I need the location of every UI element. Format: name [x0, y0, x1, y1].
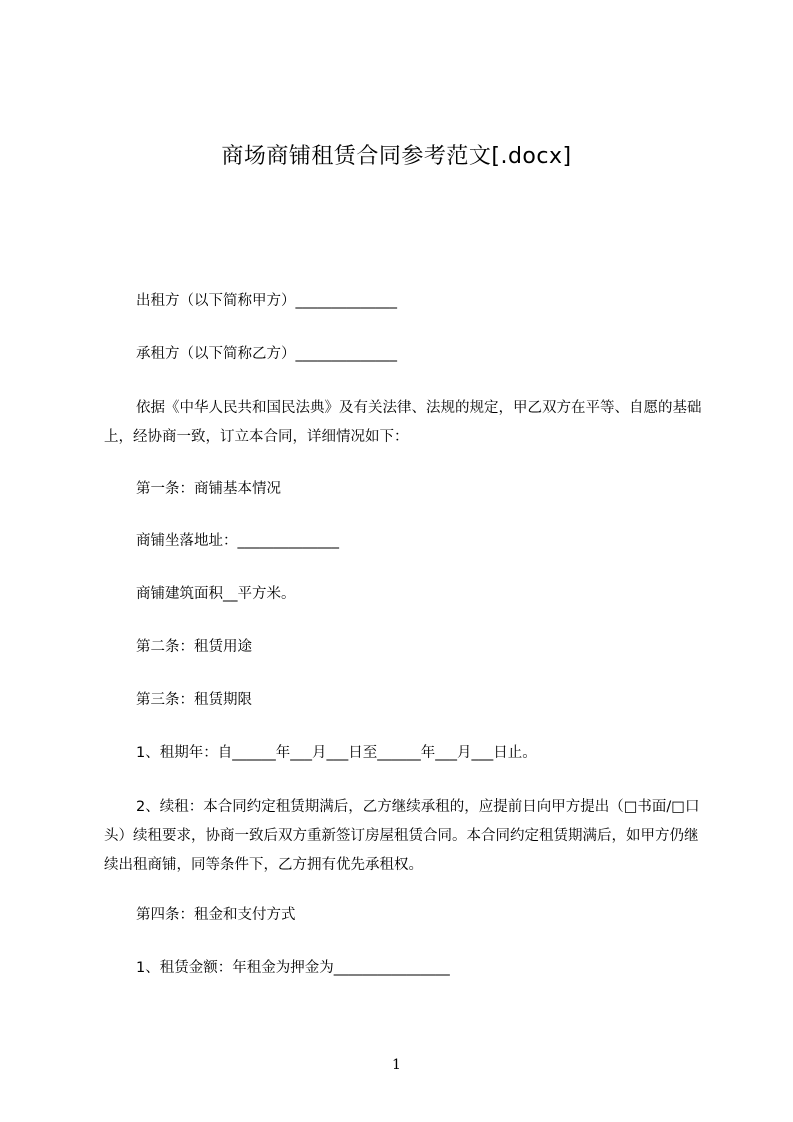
article-2-heading: 第二条：租赁用途	[136, 639, 252, 655]
shop-address-line: 商铺坐落地址：______________	[136, 533, 339, 549]
lessee-line: 承租方（以下简称乙方）______________	[136, 346, 397, 362]
lease-term-line: 1、租期年：自______年___月___日至______年___月___日止。	[136, 745, 537, 761]
preamble-paragraph: 依据《中华人民共和国民法典》及有关法律、法规的规定，甲乙双方在平等、自愿的基础上，经协商一致，订立本合同，详细情况如下：	[104, 400, 702, 445]
document-title: 商场商铺租赁合同参考范文[.docx]	[221, 144, 572, 169]
page-number: 1	[392, 1057, 401, 1073]
rent-amount-line: 1、租赁金额：年租金为押金为________________	[136, 960, 450, 976]
article-1-heading: 第一条：商铺基本情况	[136, 481, 281, 497]
renewal-paragraph: 2、续租：本合同约定租赁期满后，乙方继续承租的，应提前日向甲方提出（□书面/□口头）续租要求，协商一致后双方重新签订房屋租赁合同。本合同约定租赁期满后，如甲方仍继续出租商铺，同等条件下，乙方拥有优先承租权。	[104, 799, 700, 873]
article-3-heading: 第三条：租赁期限	[136, 692, 252, 708]
shop-area-line: 商铺建筑面积__平方米。	[136, 586, 296, 602]
article-4-heading: 第四条：租金和支付方式	[136, 907, 296, 923]
lessor-line: 出租方（以下简称甲方）______________	[136, 293, 397, 309]
